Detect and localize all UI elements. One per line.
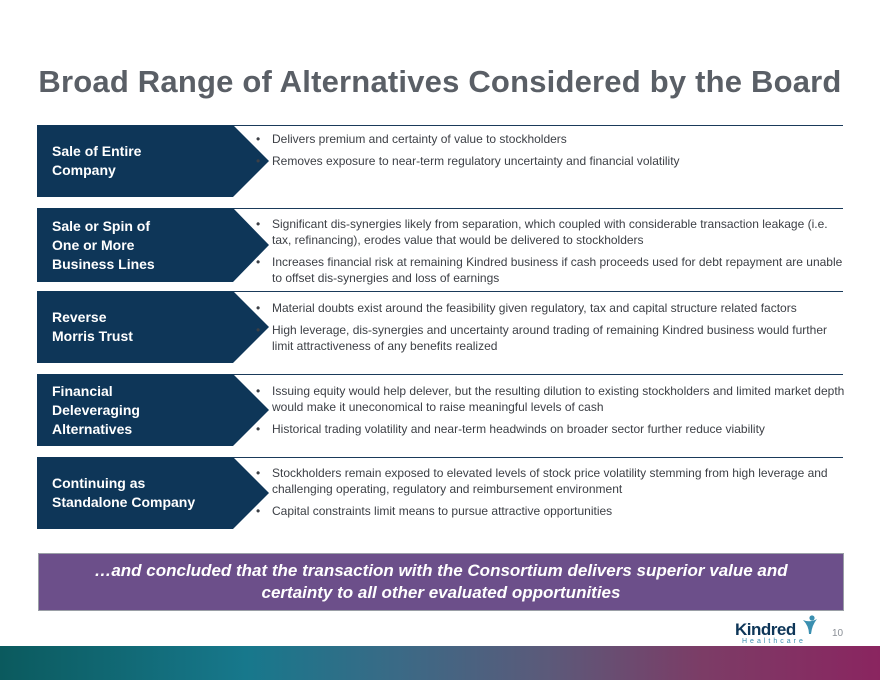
bullet-item: • Material doubts exist around the feasibility given regulatory, tax and capital structure related factors xyxy=(256,300,846,316)
alternative-label: Financial Deleveraging Alternatives xyxy=(52,382,140,437)
alternative-row-continuing-standalone xyxy=(37,457,843,529)
bullet-item: • Delivers premium and certainty of value to stockholders xyxy=(256,131,846,147)
alternative-row-reverse-morris-trust xyxy=(37,291,843,363)
alternative-row-sale-or-spin xyxy=(37,208,843,285)
bullet-item: • Historical trading volatility and near-term headwinds on broader sector further reduce viability xyxy=(256,421,846,437)
alternative-row-sale-of-entire-company xyxy=(37,125,843,197)
page-number: 10 xyxy=(832,628,844,639)
bullet-item: • Significant dis-synergies likely from separation, which coupled with considerable transaction leakage (i.e. tax, refinancing), erodes value that would be delivered to stockholders xyxy=(256,216,846,248)
footer-gradient-bar xyxy=(0,646,880,680)
bullet-item: • Increases financial risk at remaining Kindred business if cash proceeds used for debt repayment are unable to offset dis-synergies and loss of earnings xyxy=(256,254,846,286)
bullet-item: • Issuing equity would help delever, but the resulting dilution to existing stockholders and limited market depth would make it uneconomical to raise meaningful levels of cash xyxy=(256,383,846,415)
bullet-item: • Capital constraints limit means to pursue attractive opportunities xyxy=(256,503,846,519)
bullet-list xyxy=(256,131,846,175)
alternative-label: Sale of Entire Company xyxy=(52,143,142,178)
bullet-list xyxy=(256,465,846,525)
conclusion-text: …and concluded that the transaction with the Consortium delivers superior value and certainty to all other evaluated opportunities xyxy=(94,561,788,602)
conclusion-banner xyxy=(38,553,844,611)
kindred-logo xyxy=(735,614,825,644)
bullet-list xyxy=(256,216,846,292)
logo-wordmark: Kindred xyxy=(735,620,796,639)
slide-title: Broad Range of Alternatives Considered by the Board xyxy=(38,64,842,99)
bullet-list xyxy=(256,300,846,360)
bullet-item: • Stockholders remain exposed to elevated levels of stock price volatility stemming from high leverage and challenging operating, regulatory and reimbursement environment xyxy=(256,465,846,497)
bullet-list xyxy=(256,383,846,443)
logo-subtitle: Healthcare xyxy=(742,638,806,645)
person-figure-icon xyxy=(798,614,820,636)
bullet-item: • Removes exposure to near-term regulatory uncertainty and financial volatility xyxy=(256,153,846,169)
alternative-label: Continuing as Standalone Company xyxy=(52,475,196,510)
alternative-label: Sale or Spin of One or More Business Lines xyxy=(52,217,155,272)
alternative-label: Reverse Morris Trust xyxy=(52,309,133,344)
alternative-row-financial-deleveraging xyxy=(37,374,843,446)
bullet-item: • High leverage, dis-synergies and uncertainty around trading of remaining Kindred business would further limit attractiveness of any benefits realized xyxy=(256,322,846,354)
